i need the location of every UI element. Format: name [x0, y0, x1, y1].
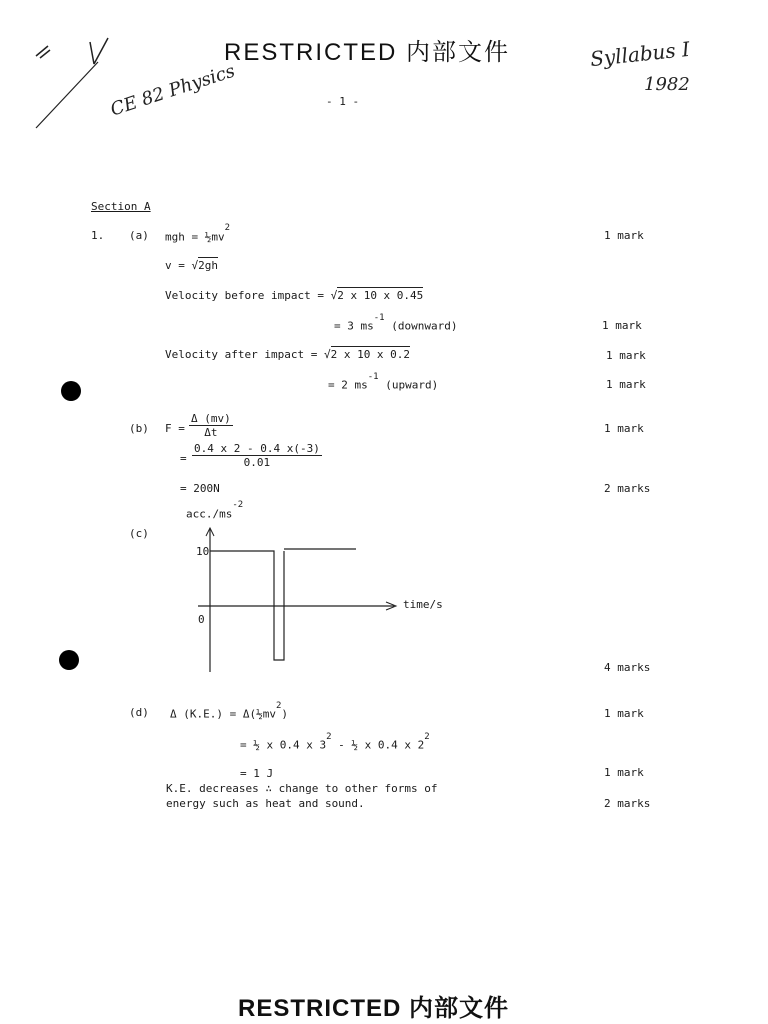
- acceleration-time-graph: [190, 520, 405, 680]
- velocity-after-line: Velocity after impact = √2 x 10 x 0.2: [165, 348, 411, 361]
- section-title: Section A: [91, 200, 151, 213]
- graph-x-axis-label: time/s: [403, 598, 443, 611]
- handwritten-year: 1982: [644, 74, 690, 95]
- mark-a1: 1 mark: [604, 229, 644, 242]
- kinetic-energy-text-line1: K.E. decreases ∴ change to other forms of: [166, 782, 438, 795]
- force-eq-prefix: F =: [165, 422, 185, 435]
- kinetic-energy-eq1: Δ $(K.E.) = \Delta(\frac{1}{2}mv^2)$: [170, 701, 289, 721]
- velocity-before-line: Velocity before impact = √2 x 10 x 0.45: [165, 289, 424, 302]
- page-number: - 1 -: [326, 95, 360, 108]
- part-a-label: (a): [129, 229, 149, 242]
- mark-a2: 1 mark: [602, 319, 642, 332]
- substitution-numerator: 0.4 x 2 - 0.4 x(-3): [194, 442, 320, 455]
- force-fraction-numerator: Δ (mv): [191, 412, 231, 425]
- header-restricted-label: RESTRICTED 内部文件: [224, 39, 511, 66]
- handwritten-tick-marks: [28, 36, 138, 136]
- force-result: = 200N: [180, 482, 220, 495]
- part-b-label: (b): [129, 422, 149, 435]
- handwritten-ce-physics: CE 82 Physics: [107, 60, 238, 121]
- handwritten-syllabus: Syllabus I: [589, 36, 691, 72]
- mark-c: 4 marks: [604, 661, 651, 674]
- substitution-fraction: [192, 442, 322, 469]
- question-number: 1.: [91, 229, 105, 242]
- punch-hole-lower: [59, 650, 79, 670]
- mark-d2: 1 mark: [604, 766, 644, 779]
- mark-a4: 1 mark: [606, 378, 646, 391]
- mark-d3: 2 marks: [604, 797, 651, 810]
- kinetic-energy-eq2: = ½ x 0.4 x $3^2$ - ½ x 0.4 x $2^2$: [240, 732, 430, 752]
- substitution-prefix: =: [180, 452, 187, 465]
- part-a-eq1: mgh = $\frac{1}{2}mv^2$: [165, 223, 231, 244]
- velocity-after-result: = 2 $ms^{-1}$ (upward): [328, 372, 439, 392]
- footer-restricted-label: RESTRICTED 内部文件: [238, 995, 510, 1022]
- part-a-eq2: v = √2gh: [165, 259, 218, 272]
- force-fraction-denominator: Δt: [204, 426, 218, 439]
- kinetic-energy-text-line2: energy such as heat and sound.: [166, 797, 365, 810]
- force-fraction: [189, 412, 233, 439]
- part-c-label: (c): [129, 527, 149, 540]
- substitution-denominator: 0.01: [243, 456, 271, 469]
- graph-y-axis-label: $acc./ms^{-2}$: [186, 500, 244, 521]
- part-d-label: (d): [129, 706, 149, 719]
- mark-d1: 1 mark: [604, 707, 644, 720]
- mark-b1: 1 mark: [604, 422, 644, 435]
- mark-b2: 2 marks: [604, 482, 651, 495]
- mark-a3: 1 mark: [606, 349, 646, 362]
- graph-y-tick-0: 0: [198, 613, 205, 626]
- punch-hole-upper: [61, 381, 81, 401]
- velocity-before-result: = 3 $ms^{-1}$ (downward): [334, 313, 458, 333]
- graph-y-tick-10: 10: [196, 545, 210, 558]
- kinetic-energy-eq3: = 1 J: [240, 767, 274, 780]
